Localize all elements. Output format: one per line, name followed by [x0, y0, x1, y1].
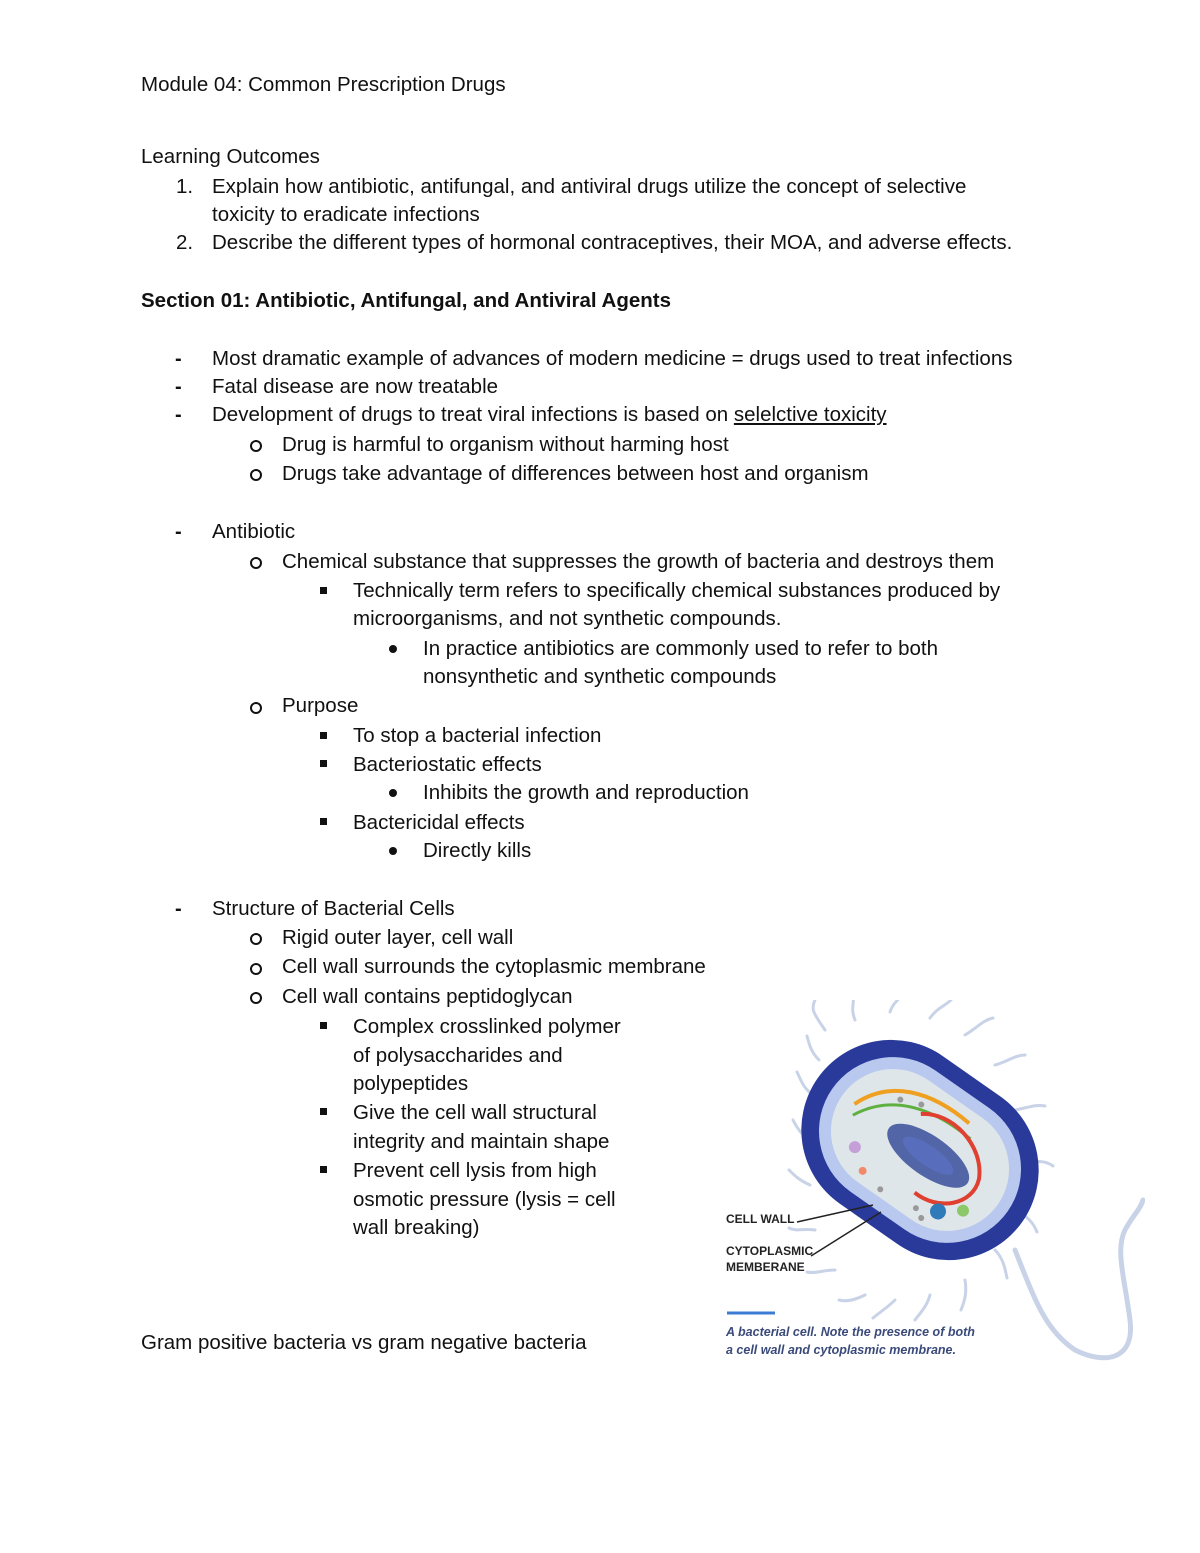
sub-sub-bullet-text: Give the cell wall structural: [353, 1101, 597, 1124]
sub-sub-bullet-text: Complex crosslinked polymer: [353, 1015, 621, 1038]
bullet-text: Antibiotic: [212, 520, 296, 543]
bullet-text: Fatal disease are now treatable: [212, 375, 499, 398]
section-heading: Section 01: Antibiotic, Antifungal, and Antiviral Agents: [141, 289, 671, 312]
sub-bullet-text: Chemical substance that suppresses the growth of bacteria and destroys them: [282, 550, 995, 573]
sub-sub-bullet-text: microorganisms, and not synthetic compounds.: [353, 607, 782, 630]
sub-bullet-text: Drugs take advantage of differences between host and organism: [282, 462, 869, 485]
membrane-pointer: [811, 1212, 881, 1256]
dash-bullet: -: [175, 521, 182, 543]
bacterial-cell-figure: [715, 1000, 1145, 1370]
sub-sub-bullet-text: Bacteriostatic effects: [353, 753, 542, 776]
bacterial-cell-illustration: [715, 1000, 1145, 1370]
circle-bullet: [250, 963, 262, 975]
underlined-term: selelctive toxicity: [733, 403, 887, 426]
square-bullet: [320, 760, 327, 767]
sub-sub-bullet-text: To stop a bacterial infection: [353, 724, 602, 747]
learning-outcomes-heading: Learning Outcomes: [141, 145, 320, 168]
sub-sub-bullet-text: Prevent cell lysis from high: [353, 1159, 597, 1182]
sub-sub-bullet-text: of polysaccharides and: [353, 1044, 563, 1067]
sub-bullet-text: Cell wall surrounds the cytoplasmic membrane: [282, 955, 706, 978]
sub-bullet-text: Cell wall contains peptidoglycan: [282, 985, 573, 1008]
membrane-label-line2: MEMBERANE: [726, 1260, 805, 1274]
outcome-number: 2.: [176, 231, 194, 254]
round-bullet: [389, 645, 397, 653]
gram-comparison-heading: Gram positive bacteria vs gram negative bacteria: [141, 1331, 587, 1354]
figure-caption-line1: A bacterial cell. Note the presence of both: [726, 1325, 975, 1339]
bullet-text-prefix: Development of drugs to treat viral infections is based on: [212, 403, 734, 426]
sub-sub-bullet-text: Technically term refers to specifically chemical substances produced by: [353, 579, 1001, 602]
circle-bullet: [250, 557, 262, 569]
square-bullet: [320, 1108, 327, 1115]
outcome-number: 1.: [176, 175, 194, 198]
dash-bullet: -: [175, 348, 182, 370]
sub-sub-bullet-text: osmotic pressure (lysis = cell: [353, 1188, 616, 1211]
dash-bullet: -: [175, 898, 182, 920]
level4-bullet-text: Directly kills: [423, 839, 532, 862]
sub-bullet-text: Purpose: [282, 694, 359, 717]
cell-wall-label: CELL WALL: [726, 1212, 795, 1226]
sub-bullet-text: Drug is harmful to organism without harming host: [282, 433, 729, 456]
square-bullet: [320, 1166, 327, 1173]
bullet-text: Structure of Bacterial Cells: [212, 897, 455, 920]
square-bullet: [320, 818, 327, 825]
membrane-label-line1: CYTOPLASMIC: [726, 1244, 814, 1258]
level4-bullet-text: nonsynthetic and synthetic compounds: [423, 665, 777, 688]
sub-sub-bullet-text: integrity and maintain shape: [353, 1130, 610, 1153]
outcome-text: toxicity to eradicate infections: [212, 203, 480, 226]
outcome-text: Describe the different types of hormonal contraceptives, their MOA, and adverse effects.: [212, 231, 1013, 254]
square-bullet: [320, 732, 327, 739]
figure-caption-line2: a cell wall and cytoplasmic membrane.: [726, 1343, 956, 1357]
circle-bullet: [250, 702, 262, 714]
page-title: Module 04: Common Prescription Drugs: [141, 73, 506, 96]
circle-bullet: [250, 440, 262, 452]
dash-bullet: -: [175, 404, 182, 426]
square-bullet: [320, 587, 327, 594]
circle-bullet: [250, 933, 262, 945]
circle-bullet: [250, 469, 262, 481]
square-bullet: [320, 1022, 327, 1029]
outcome-text: Explain how antibiotic, antifungal, and antiviral drugs utilize the concept of selective: [212, 175, 967, 198]
circle-bullet: [250, 992, 262, 1004]
sub-bullet-text: Rigid outer layer, cell wall: [282, 926, 514, 949]
round-bullet: [389, 789, 397, 797]
sub-sub-bullet-text: wall breaking): [353, 1216, 480, 1239]
bullet-text: Most dramatic example of advances of modern medicine = drugs used to treat infections: [212, 347, 1013, 370]
level4-bullet-text: Inhibits the growth and reproduction: [423, 781, 749, 804]
sub-sub-bullet-text: Bactericidal effects: [353, 811, 525, 834]
level4-bullet-text: In practice antibiotics are commonly used to refer to both: [423, 637, 939, 660]
bullet-text: [212, 401, 887, 429]
round-bullet: [389, 847, 397, 855]
sub-sub-bullet-text: polypeptides: [353, 1072, 469, 1095]
dash-bullet: -: [175, 376, 182, 398]
